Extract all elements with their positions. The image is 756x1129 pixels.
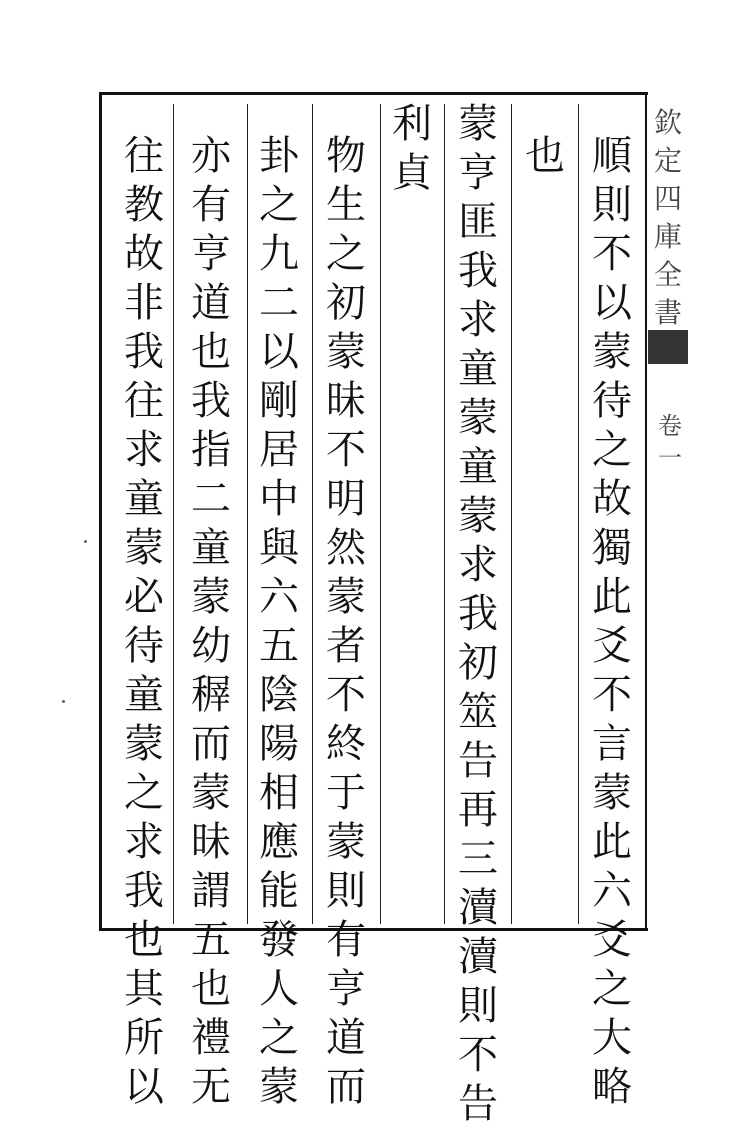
text-character: 无 (191, 1064, 231, 1110)
column-divider (444, 104, 445, 924)
text-character: 故 (592, 476, 632, 522)
margin-character: 定 (653, 144, 682, 177)
text-character: 以 (592, 280, 632, 326)
margin-character: 庫 (653, 220, 682, 253)
text-character: 以 (259, 329, 299, 375)
text-character: 則 (592, 182, 632, 228)
column-divider (511, 104, 512, 924)
text-character: 之 (124, 770, 164, 816)
ink-speck (84, 540, 87, 543)
column-divider (312, 104, 313, 924)
text-character: 之 (326, 231, 366, 277)
column-divider (247, 104, 248, 924)
text-column (584, 132, 640, 1112)
text-character: 亨 (458, 150, 498, 196)
text-character: 蒙 (124, 525, 164, 571)
text-character: 往 (124, 378, 164, 424)
text-character: 與 (259, 525, 299, 571)
text-character: 也 (124, 917, 164, 963)
text-character: 生 (326, 182, 366, 228)
text-character: 二 (191, 476, 231, 522)
text-character: 不 (458, 1032, 498, 1078)
margin-volume-label (650, 410, 690, 474)
text-character: 爻 (592, 917, 632, 963)
text-character: 我 (124, 868, 164, 914)
text-character: 居 (259, 427, 299, 473)
text-character: 故 (124, 231, 164, 277)
text-character: 不 (592, 231, 632, 277)
text-character: 童 (124, 476, 164, 522)
text-character: 指 (191, 427, 231, 473)
text-character: 亦 (191, 133, 231, 179)
text-character: 必 (124, 574, 164, 620)
text-character: 能 (259, 868, 299, 914)
text-character: 幼 (191, 623, 231, 669)
text-character: 三 (458, 836, 498, 882)
text-character: 筮 (458, 689, 498, 735)
text-character: 之 (259, 1015, 299, 1061)
text-character: 也 (191, 329, 231, 375)
text-character: 蒙 (326, 819, 366, 865)
ink-speck (62, 700, 65, 703)
text-character: 禮 (191, 1015, 231, 1061)
text-character: 昧 (326, 378, 366, 424)
text-character: 而 (326, 1064, 366, 1110)
text-column (517, 132, 573, 181)
text-character: 物 (326, 133, 366, 179)
text-character: 應 (259, 819, 299, 865)
text-character: 非 (124, 280, 164, 326)
text-character: 言 (592, 721, 632, 767)
fishtail-mark (648, 330, 688, 364)
margin-character: 全 (653, 258, 682, 291)
margin-character: 欽 (653, 106, 682, 139)
text-character: 其 (124, 966, 164, 1012)
text-character: 六 (592, 868, 632, 914)
text-column (450, 100, 506, 1129)
text-character: 獨 (592, 525, 632, 571)
text-character: 五 (259, 623, 299, 669)
text-character: 求 (458, 297, 498, 343)
text-character: 瀆 (458, 885, 498, 931)
text-character: 順 (592, 133, 632, 179)
text-character: 此 (592, 574, 632, 620)
text-character: 利 (392, 101, 432, 147)
text-character: 之 (259, 182, 299, 228)
text-character: 求 (124, 819, 164, 865)
text-character: 之 (592, 427, 632, 473)
text-character: 于 (326, 770, 366, 816)
text-character: 剛 (259, 378, 299, 424)
text-character: 初 (458, 640, 498, 686)
page-border-right-rule (645, 92, 647, 928)
text-character: 也 (191, 966, 231, 1012)
text-character: 蒙 (191, 574, 231, 620)
text-column (183, 132, 239, 1112)
text-character: 我 (191, 378, 231, 424)
text-column (384, 100, 440, 198)
text-character: 卦 (259, 133, 299, 179)
text-character: 九 (259, 231, 299, 277)
text-character: 然 (326, 525, 366, 571)
text-character: 蒙 (326, 329, 366, 375)
text-character: 此 (592, 819, 632, 865)
text-character: 我 (458, 248, 498, 294)
text-character: 蒙 (259, 1064, 299, 1110)
text-character: 所 (124, 1015, 164, 1061)
text-character: 蒙 (592, 329, 632, 375)
text-character: 不 (326, 427, 366, 473)
text-column (116, 132, 172, 1112)
column-divider (173, 104, 174, 924)
text-character: 相 (259, 770, 299, 816)
column-divider (578, 104, 579, 924)
text-character: 也 (525, 133, 565, 179)
text-character: 不 (592, 672, 632, 718)
text-character: 初 (326, 280, 366, 326)
text-character: 略 (592, 1064, 632, 1110)
text-column (251, 132, 307, 1112)
text-character: 陰 (259, 672, 299, 718)
text-character: 則 (458, 983, 498, 1029)
text-character: 二 (259, 280, 299, 326)
margin-character: 卷 (658, 412, 682, 440)
text-character: 明 (326, 476, 366, 522)
text-character: 童 (191, 525, 231, 571)
column-divider (380, 104, 381, 924)
margin-character: 一 (658, 444, 682, 472)
text-character: 道 (191, 280, 231, 326)
text-column (318, 132, 374, 1112)
text-character: 人 (259, 966, 299, 1012)
text-character: 往 (124, 133, 164, 179)
text-character: 蒙 (326, 574, 366, 620)
margin-character: 四 (653, 182, 682, 215)
text-character: 求 (458, 542, 498, 588)
text-character: 我 (124, 329, 164, 375)
text-character: 以 (124, 1064, 164, 1110)
text-character: 蒙 (458, 395, 498, 441)
text-character: 待 (124, 623, 164, 669)
text-character: 五 (191, 917, 231, 963)
text-character: 童 (458, 346, 498, 392)
text-character: 求 (124, 427, 164, 473)
text-character: 亨 (326, 966, 366, 1012)
text-character: 則 (326, 868, 366, 914)
text-character: 爻 (592, 623, 632, 669)
text-character: 童 (124, 672, 164, 718)
text-character: 六 (259, 574, 299, 620)
text-character: 告 (458, 1081, 498, 1127)
text-character: 瀆 (458, 934, 498, 980)
text-character: 待 (592, 378, 632, 424)
text-character: 昧 (191, 819, 231, 865)
text-character: 中 (259, 476, 299, 522)
text-character: 蒙 (191, 770, 231, 816)
text-character: 蒙 (458, 493, 498, 539)
text-character: 蒙 (124, 721, 164, 767)
text-character: 亨 (191, 231, 231, 277)
text-character: 稺 (191, 672, 231, 718)
text-character: 不 (326, 672, 366, 718)
text-character: 告 (458, 738, 498, 784)
text-character: 者 (326, 623, 366, 669)
text-character: 道 (326, 1015, 366, 1061)
margin-character: 書 (653, 296, 682, 329)
text-character: 貞 (392, 150, 432, 196)
text-character: 再 (458, 787, 498, 833)
margin-title (648, 104, 688, 329)
text-character: 而 (191, 721, 231, 767)
text-character: 匪 (458, 199, 498, 245)
text-character: 發 (259, 917, 299, 963)
text-character: 有 (326, 917, 366, 963)
text-character: 蒙 (458, 101, 498, 147)
text-character: 有 (191, 182, 231, 228)
text-character: 蒙 (592, 770, 632, 816)
text-character: 我 (458, 591, 498, 637)
text-character: 之 (592, 966, 632, 1012)
text-character: 陽 (259, 721, 299, 767)
text-character: 童 (458, 444, 498, 490)
text-character: 謂 (191, 868, 231, 914)
text-character: 教 (124, 182, 164, 228)
text-character: 終 (326, 721, 366, 767)
text-character: 大 (592, 1015, 632, 1061)
